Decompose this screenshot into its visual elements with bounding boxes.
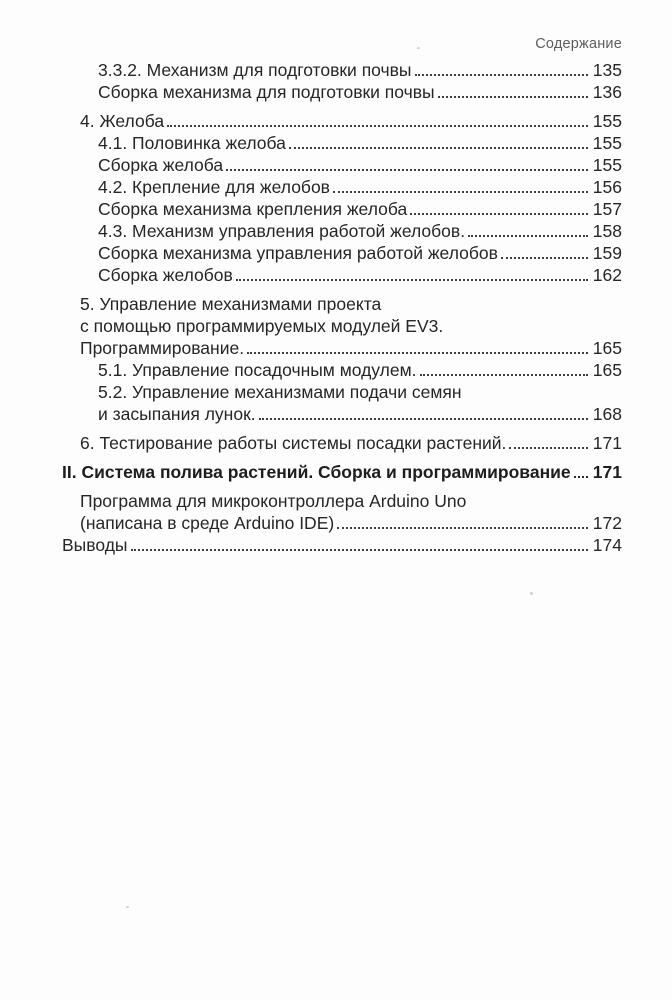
dot-leader [333,191,588,193]
toc-entry-text: и засыпания лунок. [98,404,256,424]
toc-entry-text: с помощью программируемых модулей EV3. [80,316,444,336]
dot-leader [247,352,588,354]
toc-entry-text: Сборка механизма управления работой желобов [98,243,498,263]
dot-leader [438,96,588,98]
toc-list [62,59,622,556]
dot-leader [468,235,588,237]
dot-leader [420,374,589,376]
toc-entry-text: Сборка желобов [98,265,233,285]
page-number: 162 [592,265,622,285]
page-number: 155 [592,111,622,131]
page-number: 135 [592,60,622,80]
toc-entry-line [62,381,622,403]
dot-leader [415,74,588,76]
toc-entry-text: 3.3.2. Механизм для подготовки почвы [98,60,412,80]
dot-leader [131,549,589,551]
toc-entry-text: 4.2. Крепление для желобов [98,177,330,197]
toc-entry-line [62,461,622,483]
toc-entry-text: II. Система полива растений. Сборка и программирование [62,462,571,482]
toc-entry-text: 5.2. Управление механизмами подачи семян [98,382,462,402]
page-number: 155 [592,155,622,175]
toc-entry-line [62,337,622,359]
page-header: Содержание [535,36,622,52]
page-number: 168 [592,404,622,424]
toc-entry-line [62,490,622,512]
page-number: 157 [592,199,622,219]
dot-leader [259,418,588,420]
toc-entry-text: Программа для микроконтроллера Arduino Uno [80,491,467,511]
toc-entry-line [62,432,622,454]
dot-leader [289,147,588,149]
toc-entry-line [62,264,622,286]
toc-entry-text: 5. Управление механизмами проекта [80,294,382,314]
toc-entry-line [62,154,622,176]
toc-entry-line [62,110,622,132]
toc-entry-line [62,220,622,242]
dot-leader [337,527,588,529]
toc-entry-line [62,315,622,337]
toc-entry-line [62,242,622,264]
toc-entry-text: Сборка механизма для подготовки почвы [98,82,435,102]
page-number: 159 [592,243,622,263]
dot-leader [410,213,588,215]
toc-entry-line [62,81,622,103]
scan-speck [530,592,533,595]
dot-leader [236,279,588,281]
page-number: 171 [592,462,622,482]
toc-entry-line [62,512,622,534]
page-number: 158 [592,221,622,241]
toc-entry-line [62,176,622,198]
toc-entry-text: Сборка механизма крепления желоба [98,199,408,219]
toc-entry-text: Программирование. [80,338,245,358]
toc-entry-line [62,359,622,381]
page-number: 165 [592,360,622,380]
toc-entry-text: 4.3. Механизм управления работой желобов. [98,221,466,241]
toc-entry-text: (написана в среде Arduino IDE) [80,513,335,533]
toc-entry-text: 4. Желоба [80,111,165,131]
dot-leader [501,257,588,259]
dot-leader [167,125,588,127]
dot-leader [574,476,588,478]
toc-entry-text: 5.1. Управление посадочным модулем. [98,360,417,380]
toc-entry-text: 4.1. Половинка желоба [98,133,286,153]
scan-speck [126,906,129,908]
toc-entry-line [62,293,622,315]
toc-entry-text: Сборка желоба [98,155,224,175]
toc-entry-line [62,534,622,556]
page-number: 165 [592,338,622,358]
toc-entry-line [62,132,622,154]
page-number: 172 [592,513,622,533]
toc-entry-text: Выводы [62,535,128,555]
toc-entry-text: 6. Тестирование работы системы посадки растений. [80,433,507,453]
page-number: 174 [592,535,622,555]
dot-leader [226,169,588,171]
toc-entry-line [62,403,622,425]
page-number: 155 [592,133,622,153]
page-number: 156 [592,177,622,197]
scan-speck [417,47,420,49]
toc-entry-line [62,198,622,220]
page-number: 136 [592,82,622,102]
page-number: 171 [592,433,622,453]
dot-leader [509,447,588,449]
toc-entry-line [62,59,622,81]
